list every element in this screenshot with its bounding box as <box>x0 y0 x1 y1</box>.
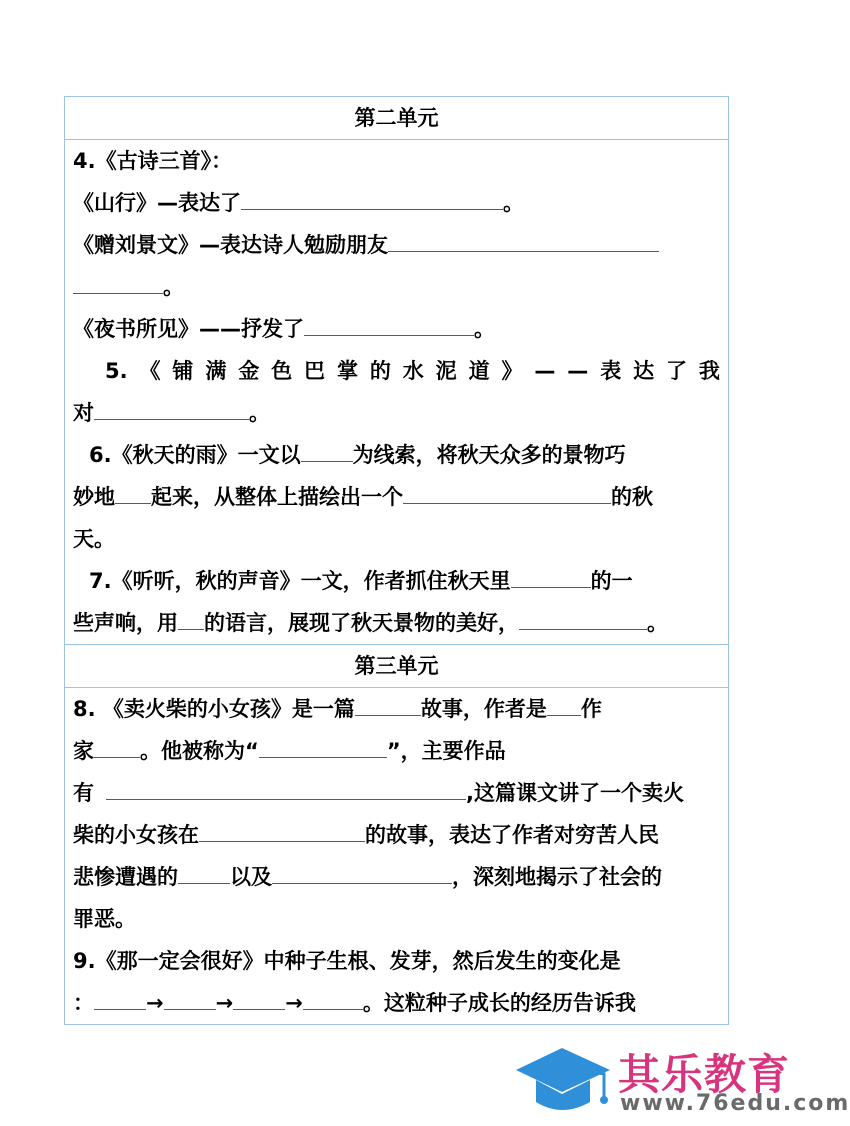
answer-blank[interactable] <box>199 841 365 842</box>
question-8-line-5: 悲惨遭遇的 以及 ，深刻地揭示了社会的 <box>73 865 662 889</box>
brand-url: www.76edu.com <box>620 1091 850 1116</box>
question-4-line-shanxing: 《山行》—表达了 。 <box>73 191 524 215</box>
answer-blank[interactable] <box>115 503 151 504</box>
question-8-line-1: 8. 《卖火柴的小女孩》是一篇 故事，作者是 作 <box>73 697 602 721</box>
question-9-line-2: ： → → → 。这粒种子成长的经历告诉我 <box>73 991 636 1015</box>
question-8-line-6: 罪恶。 <box>73 907 136 931</box>
unit-3-header: 第三单元 <box>65 645 728 688</box>
question-8-line-4: 柴的小女孩在 的故事，表达了作者对穷苦人民 <box>73 823 659 847</box>
question-7-line-1: 7.《听听，秋的声音》一文，作者抓住秋天里 的一 <box>89 569 633 593</box>
answer-blank[interactable] <box>519 629 647 630</box>
arrow: → <box>285 991 303 1015</box>
question-4-line-yeshusuojian: 《夜书所见》——抒发了 。 <box>73 317 495 341</box>
arrow: → <box>215 991 234 1015</box>
unit-2-header: 第二单元 <box>65 97 728 140</box>
answer-blank[interactable] <box>73 293 163 294</box>
answer-blank[interactable] <box>355 715 421 716</box>
arrow: → <box>146 991 164 1015</box>
brand-logo[interactable] <box>512 1040 850 1122</box>
answer-blank[interactable] <box>178 883 230 884</box>
unit-3-content <box>65 688 728 1024</box>
answer-blank[interactable] <box>178 629 204 630</box>
question-6-line-2: 妙地 起来，从整体上描绘出一个 的秋 <box>73 485 653 509</box>
question-4-line-zengliujingwen: 《赠刘景文》—表达诗人勉励朋友 <box>73 224 720 266</box>
answer-blank[interactable] <box>511 587 591 588</box>
answer-blank[interactable] <box>94 1009 146 1010</box>
question-8-line-2: 家 。他被称为“ ”，主要作品 <box>73 739 506 763</box>
worksheet-table <box>64 96 729 1025</box>
question-6-line-1: 6.《秋天的雨》一文以 为线索，将秋天众多的景物巧 <box>89 443 626 467</box>
question-4-line-continued: 。 <box>73 266 720 308</box>
question-4-title: 4.《古诗三首》： <box>73 149 233 173</box>
question-6-line-3: 天。 <box>73 527 115 551</box>
answer-blank[interactable] <box>106 799 466 800</box>
answer-blank[interactable] <box>301 461 353 462</box>
question-9-line-1: 9.《那一定会很好》中种子生根、发芽，然后发生的变化是 <box>73 949 621 973</box>
answer-blank[interactable] <box>94 419 249 420</box>
answer-blank[interactable] <box>303 1009 363 1010</box>
answer-blank[interactable] <box>272 883 452 884</box>
question-5-line-2: 对 。 <box>73 401 270 425</box>
question-8-line-3: 有 ,这篇课文讲了一个卖火 <box>73 781 684 805</box>
answer-blank[interactable] <box>259 757 387 758</box>
answer-blank[interactable] <box>403 503 611 504</box>
question-5-line-1: 5. 《 铺 满 金 色 巴 掌 的 水 泥 道 》 — — 表 达 了 我 <box>105 359 720 383</box>
answer-blank[interactable] <box>241 209 503 210</box>
unit-2-content <box>65 140 728 645</box>
answer-blank[interactable] <box>304 335 474 336</box>
answer-blank[interactable] <box>388 251 659 252</box>
question-7-line-2: 些声响，用 的语言，展现了秋天景物的美好， 。 <box>73 611 668 635</box>
graduation-cap-icon <box>512 1040 618 1122</box>
answer-blank[interactable] <box>164 1009 216 1010</box>
answer-blank[interactable] <box>547 715 581 716</box>
answer-blank[interactable] <box>94 757 140 758</box>
brand-name: 其乐教育 <box>618 1050 791 1099</box>
answer-blank[interactable] <box>233 1009 285 1010</box>
